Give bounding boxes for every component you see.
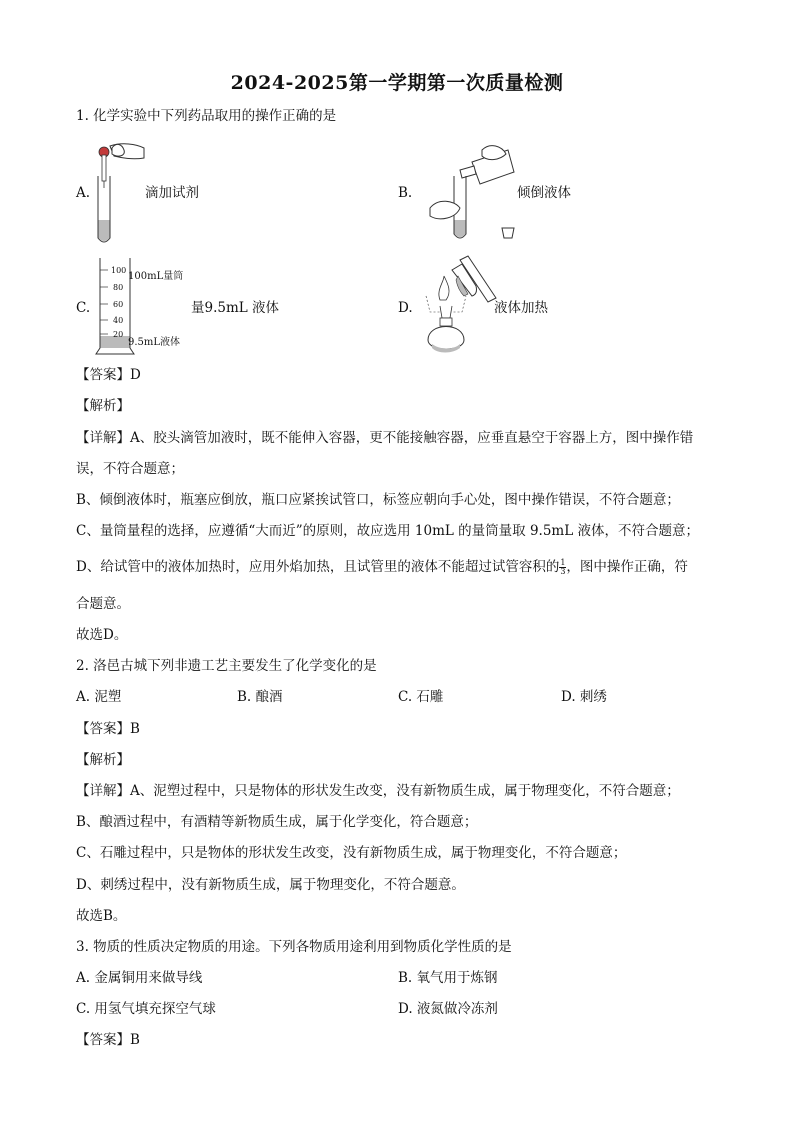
q1-detail-line-5 (76, 559, 688, 576)
q1-analysis-title: 【解析】 (76, 398, 130, 414)
heating-illustration (418, 256, 498, 358)
q3-option-a: A. 金属铜用来做导线 (76, 970, 203, 986)
page-title: 2024-2025第一学期第一次质量检测 (230, 72, 564, 94)
option-c-letter: C. (76, 300, 91, 316)
cylinder-tick-40: 40 (113, 316, 124, 325)
q2-option-c: C. 石雕 (398, 689, 444, 705)
option-d-letter: D. (398, 300, 413, 316)
question-2: 2. 洛邑古城下列非遗工艺主要发生了化学变化的是 (76, 658, 377, 674)
question-3: 3. 物质的性质决定物质的用途。下列各物质用途利用到物质化学性质的是 (76, 939, 512, 955)
cylinder-tick-60: 60 (113, 300, 124, 309)
q2-detail-line-3: C、石雕过程中，只是物体的形状发生改变，没有新物质生成，属于物理变化，不符合题意； (76, 845, 627, 861)
option-b-caption: 倾倒液体 (517, 185, 571, 201)
cylinder-liquid-label: 9.5mL液体 (128, 337, 181, 348)
q2-detail-line-2: B、酿酒过程中，有酒精等新物质生成，属于化学变化，符合题意； (76, 814, 478, 830)
cylinder-label: 100mL量筒 (128, 271, 184, 282)
q2-option-b: B. 酿酒 (237, 689, 283, 705)
q1-detail-line-4: C、量筒量程的选择，应遵循“大而近”的原则，故应选用 10mL 的量筒量取 9.5mL 液体，不符合题意； (76, 523, 699, 539)
question-1: 1. 化学实验中下列药品取用的操作正确的是 (76, 108, 337, 124)
q1-conclusion: 故选D。 (76, 627, 128, 643)
option-a-letter: A. (76, 185, 91, 201)
q1-detail-line-2: 误，不符合题意； (76, 461, 184, 477)
q1-detail-line-5-tail: ，图中操作正确，符 (566, 559, 688, 575)
option-d-caption: 液体加热 (494, 300, 548, 316)
dropper-illustration (92, 140, 152, 248)
q2-detail-line-1: 【详解】A、泥塑过程中，只是物体的形状发生改变，没有新物质生成，属于物理变化，不符合题意； (76, 783, 680, 799)
option-b-letter: B. (398, 185, 413, 201)
fraction-denominator: 3 (560, 567, 566, 576)
q3-answer: 【答案】B (76, 1032, 140, 1048)
q1-answer: 【答案】D (76, 367, 141, 383)
q1-detail-line-6: 合题意。 (76, 596, 130, 612)
pouring-illustration (420, 142, 520, 242)
cylinder-tick-100: 100 (111, 266, 127, 275)
option-c-caption: 量9.5mL 液体 (191, 300, 280, 316)
q2-analysis-title: 【解析】 (76, 752, 130, 768)
q3-option-b: B. 氧气用于炼钢 (398, 970, 498, 986)
q3-option-c: C. 用氢气填充探空气球 (76, 1001, 216, 1017)
fraction-numerator: 1 (560, 558, 566, 567)
q2-detail-line-4: D、刺绣过程中，没有新物质生成，属于物理变化，不符合题意。 (76, 877, 465, 893)
q2-conclusion: 故选B。 (76, 908, 127, 924)
q1-detail-line-3: B、倾倒液体时，瓶塞应倒放，瓶口应紧挨试管口，标签应朝向手心处，图中操作错误，不符合题意； (76, 492, 680, 508)
option-a-caption: 滴加试剂 (145, 185, 199, 201)
q1-detail-line-1: 【详解】A、胶头滴管加液时，既不能伸入容器，更不能接触容器，应垂直悬空于容器上方，图中操作错 (76, 430, 694, 446)
q2-option-a: A. 泥塑 (76, 689, 122, 705)
q2-answer: 【答案】B (76, 721, 140, 737)
q2-option-d: D. 刺绣 (561, 689, 607, 705)
cylinder-tick-80: 80 (113, 283, 124, 292)
q1-detail-line-5-text: D、给试管中的液体加热时，应用外焰加热，且试管里的液体不能超过试管容积的 (76, 559, 560, 575)
cylinder-tick-20: 20 (113, 330, 124, 339)
q3-option-d: D. 液氮做冷冻剂 (398, 1001, 498, 1017)
